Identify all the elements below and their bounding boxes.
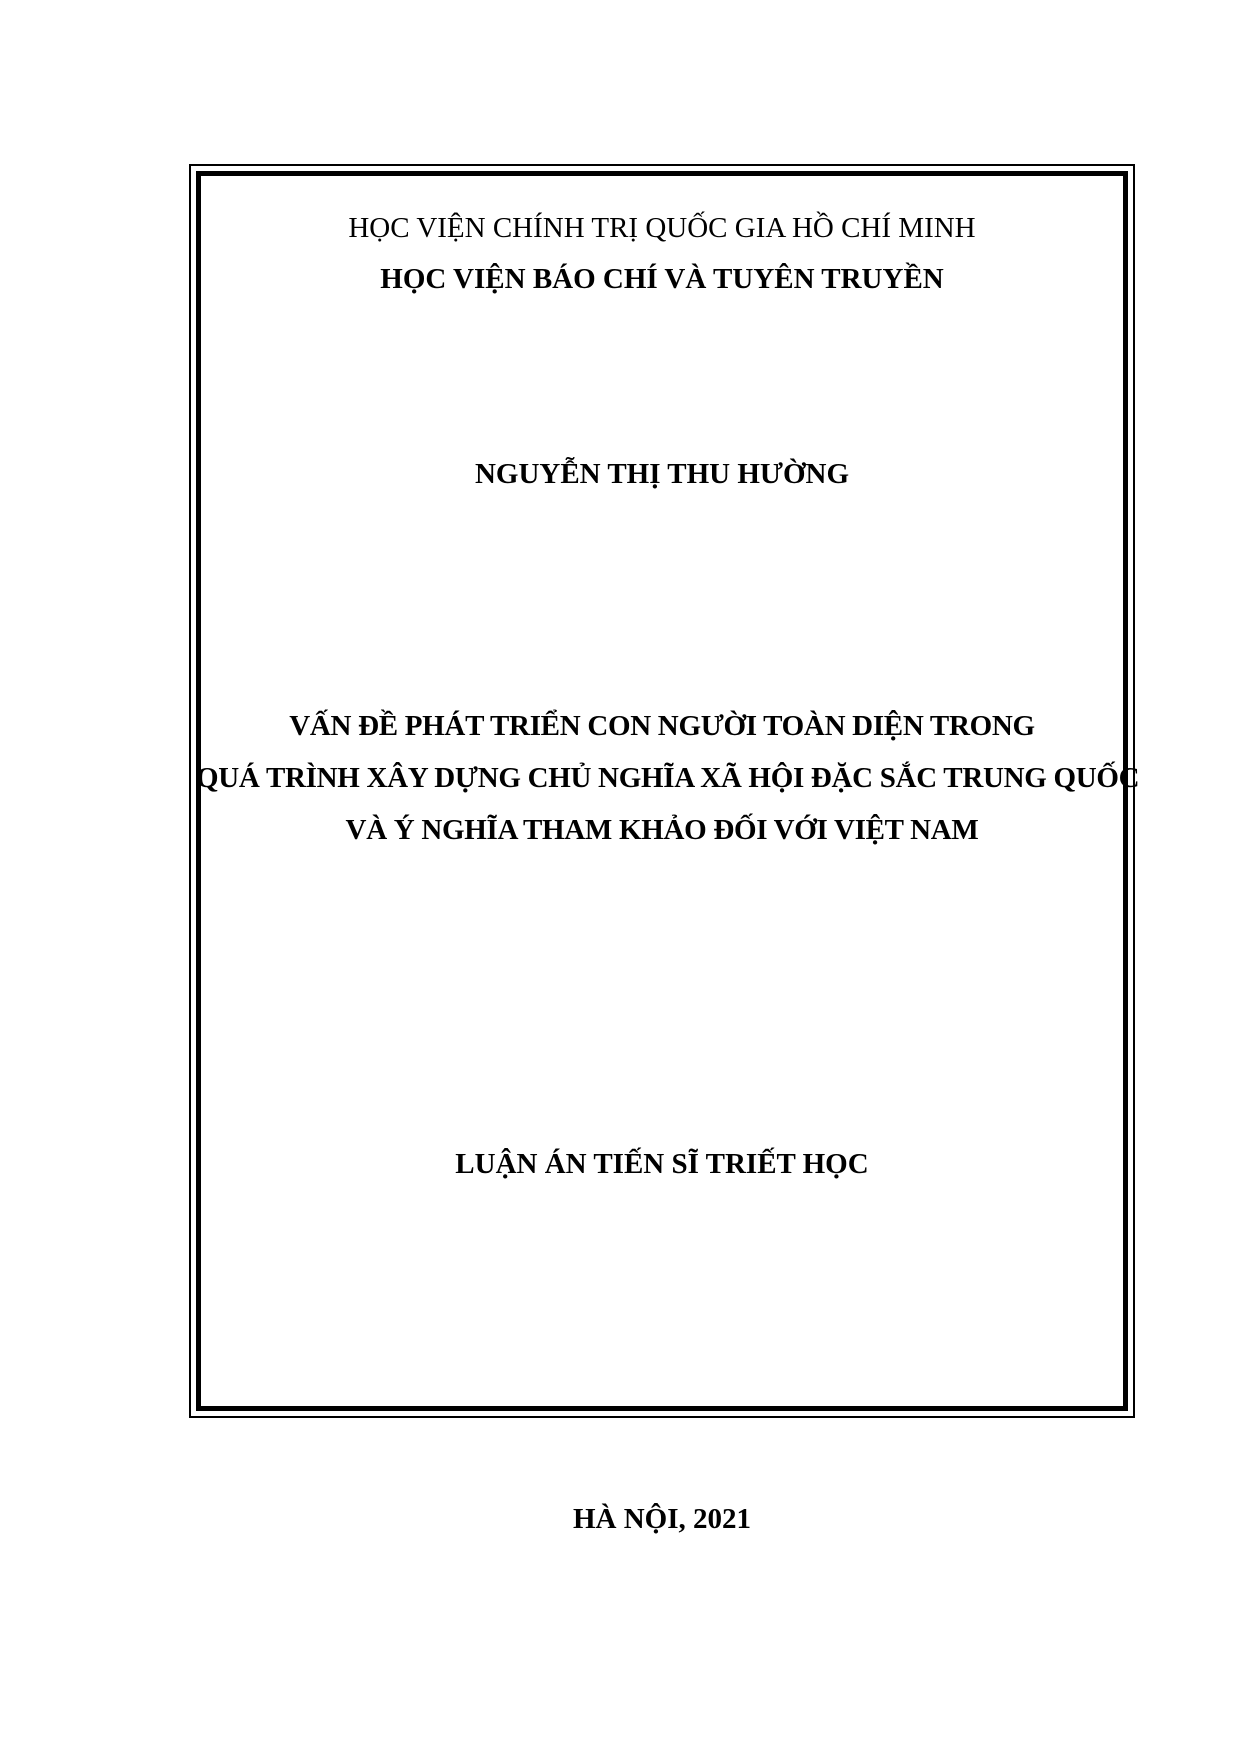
place-and-year: HÀ NỘI, 2021	[572, 1503, 752, 1535]
author-name: NGUYỄN THỊ THU HƯỜNG	[474, 458, 850, 490]
thesis-title-line-2: QUÁ TRÌNH XÂY DỰNG CHỦ NGHĨA XÃ HỘI ĐẶC SẮC TRUNG QUỐC	[196, 762, 1140, 794]
degree-label: LUẬN ÁN TIẾN SĨ TRIẾT HỌC	[455, 1148, 869, 1180]
thesis-title-line-3: VÀ Ý NGHĨA THAM KHẢO ĐỐI VỚI VIỆT NAM	[345, 814, 979, 846]
thesis-title-line-1: VẤN ĐỀ PHÁT TRIỂN CON NGƯỜI TOÀN DIỆN TRONG	[289, 710, 1035, 742]
institution-name: HỌC VIỆN BÁO CHÍ VÀ TUYÊN TRUYỀN	[380, 263, 944, 295]
thesis-title	[196, 700, 1140, 856]
parent-institution: HỌC VIỆN CHÍNH TRỊ QUỐC GIA HỒ CHÍ MINH	[348, 212, 976, 244]
